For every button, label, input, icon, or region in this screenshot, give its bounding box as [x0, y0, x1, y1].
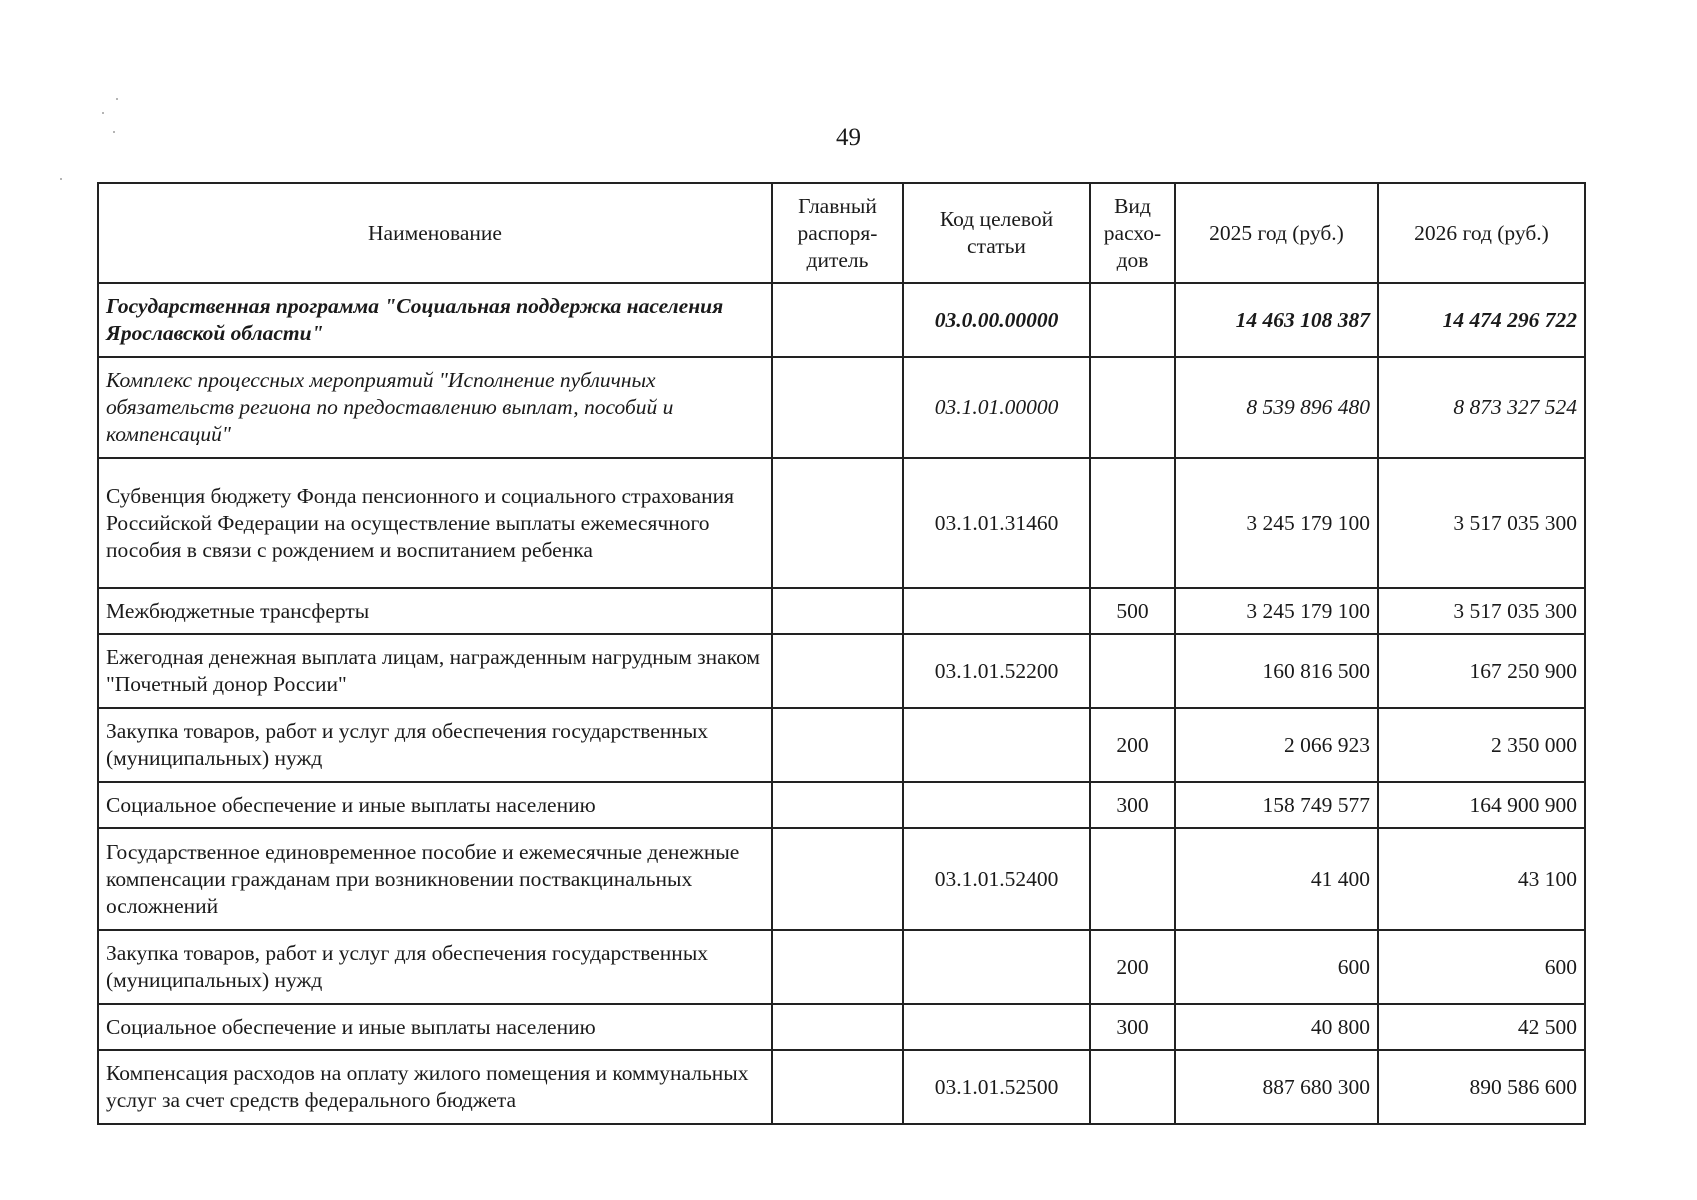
table-row	[98, 1004, 1585, 1050]
cell-year-2026: 42 500	[1378, 1004, 1585, 1050]
budget-table	[97, 182, 1586, 1125]
cell-code	[903, 1004, 1090, 1050]
cell-year-2025: 8 539 896 480	[1175, 357, 1378, 458]
cell-expense-type: 200	[1090, 708, 1175, 782]
cell-expense-type	[1090, 458, 1175, 588]
table-row	[98, 782, 1585, 828]
cell-code: 03.1.01.52500	[903, 1050, 1090, 1124]
cell-expense-type	[1090, 828, 1175, 930]
cell-year-2026: 3 517 035 300	[1378, 588, 1585, 634]
cell-year-2026: 43 100	[1378, 828, 1585, 930]
header-year-2025: 2025 год (руб.)	[1175, 183, 1378, 283]
cell-year-2026: 2 350 000	[1378, 708, 1585, 782]
page-number: 49	[836, 124, 861, 151]
cell-code	[903, 782, 1090, 828]
cell-year-2026: 14 474 296 722	[1378, 283, 1585, 357]
cell-year-2025: 160 816 500	[1175, 634, 1378, 708]
cell-name: Закупка товаров, работ и услуг для обеспечения государственных (муниципальных) нужд	[98, 708, 772, 782]
cell-name: Ежегодная денежная выплата лицам, награжденным нагрудным знаком "Почетный донор России"	[98, 634, 772, 708]
table-row	[98, 708, 1585, 782]
header-year-2026: 2026 год (руб.)	[1378, 183, 1585, 283]
cell-year-2025: 158 749 577	[1175, 782, 1378, 828]
cell-year-2025: 40 800	[1175, 1004, 1378, 1050]
cell-year-2026: 8 873 327 524	[1378, 357, 1585, 458]
table-row	[98, 930, 1585, 1004]
cell-expense-type	[1090, 634, 1175, 708]
cell-expense-type	[1090, 1050, 1175, 1124]
cell-year-2025: 3 245 179 100	[1175, 588, 1378, 634]
cell-name: Комплекс процессных мероприятий "Исполнение публичных обязательств региона по предоставлению выплат, пособий и компенсаций"	[98, 357, 772, 458]
cell-expense-type	[1090, 357, 1175, 458]
cell-name: Субвенция бюджету Фонда пенсионного и социального страхования Российской Федерации на осуществление выплаты ежемесячного пособия в связи с рождением и воспитанием ребенка	[98, 458, 772, 588]
cell-year-2025: 2 066 923	[1175, 708, 1378, 782]
cell-code: 03.1.01.31460	[903, 458, 1090, 588]
cell-manager	[772, 1004, 903, 1050]
cell-year-2026: 890 586 600	[1378, 1050, 1585, 1124]
cell-name: Социальное обеспечение и иные выплаты населению	[98, 782, 772, 828]
cell-manager	[772, 283, 903, 357]
header-expense-type: Вид расхо-дов	[1090, 183, 1175, 283]
table-row	[98, 634, 1585, 708]
cell-year-2025: 14 463 108 387	[1175, 283, 1378, 357]
cell-year-2026: 167 250 900	[1378, 634, 1585, 708]
cell-code	[903, 588, 1090, 634]
cell-code: 03.1.01.52400	[903, 828, 1090, 930]
cell-code: 03.0.00.00000	[903, 283, 1090, 357]
cell-year-2025: 887 680 300	[1175, 1050, 1378, 1124]
cell-manager	[772, 1050, 903, 1124]
table-row	[98, 828, 1585, 930]
scan-speck	[60, 178, 62, 180]
cell-expense-type: 200	[1090, 930, 1175, 1004]
header-name: Наименование	[98, 183, 772, 283]
cell-expense-type: 500	[1090, 588, 1175, 634]
table-row	[98, 588, 1585, 634]
table-row	[98, 357, 1585, 458]
header-code: Код целевой статьи	[903, 183, 1090, 283]
cell-name: Государственное единовременное пособие и ежемесячные денежные компенсации гражданам при возникновении поствакцинальных осложнений	[98, 828, 772, 930]
cell-name: Компенсация расходов на оплату жилого помещения и коммунальных услуг за счет средств федерального бюджета	[98, 1050, 772, 1124]
cell-expense-type: 300	[1090, 1004, 1175, 1050]
scan-speck	[102, 112, 104, 114]
cell-manager	[772, 930, 903, 1004]
cell-expense-type: 300	[1090, 782, 1175, 828]
cell-year-2026: 164 900 900	[1378, 782, 1585, 828]
cell-manager	[772, 828, 903, 930]
cell-year-2025: 41 400	[1175, 828, 1378, 930]
cell-code: 03.1.01.00000	[903, 357, 1090, 458]
cell-expense-type	[1090, 283, 1175, 357]
header-manager: Главный распоря-дитель	[772, 183, 903, 283]
table-row	[98, 283, 1585, 357]
cell-manager	[772, 782, 903, 828]
cell-manager	[772, 458, 903, 588]
cell-year-2026: 3 517 035 300	[1378, 458, 1585, 588]
cell-manager	[772, 357, 903, 458]
table-row	[98, 458, 1585, 588]
cell-year-2026: 600	[1378, 930, 1585, 1004]
cell-manager	[772, 588, 903, 634]
header-row	[98, 183, 1585, 283]
cell-year-2025: 3 245 179 100	[1175, 458, 1378, 588]
cell-name: Закупка товаров, работ и услуг для обеспечения государственных (муниципальных) нужд	[98, 930, 772, 1004]
scan-speck	[116, 98, 118, 100]
cell-year-2025: 600	[1175, 930, 1378, 1004]
table-row	[98, 1050, 1585, 1124]
cell-code	[903, 708, 1090, 782]
cell-manager	[772, 708, 903, 782]
cell-manager	[772, 634, 903, 708]
cell-name: Межбюджетные трансферты	[98, 588, 772, 634]
cell-name: Социальное обеспечение и иные выплаты населению	[98, 1004, 772, 1050]
cell-name: Государственная программа "Социальная поддержка населения Ярославской области"	[98, 283, 772, 357]
cell-code: 03.1.01.52200	[903, 634, 1090, 708]
cell-code	[903, 930, 1090, 1004]
